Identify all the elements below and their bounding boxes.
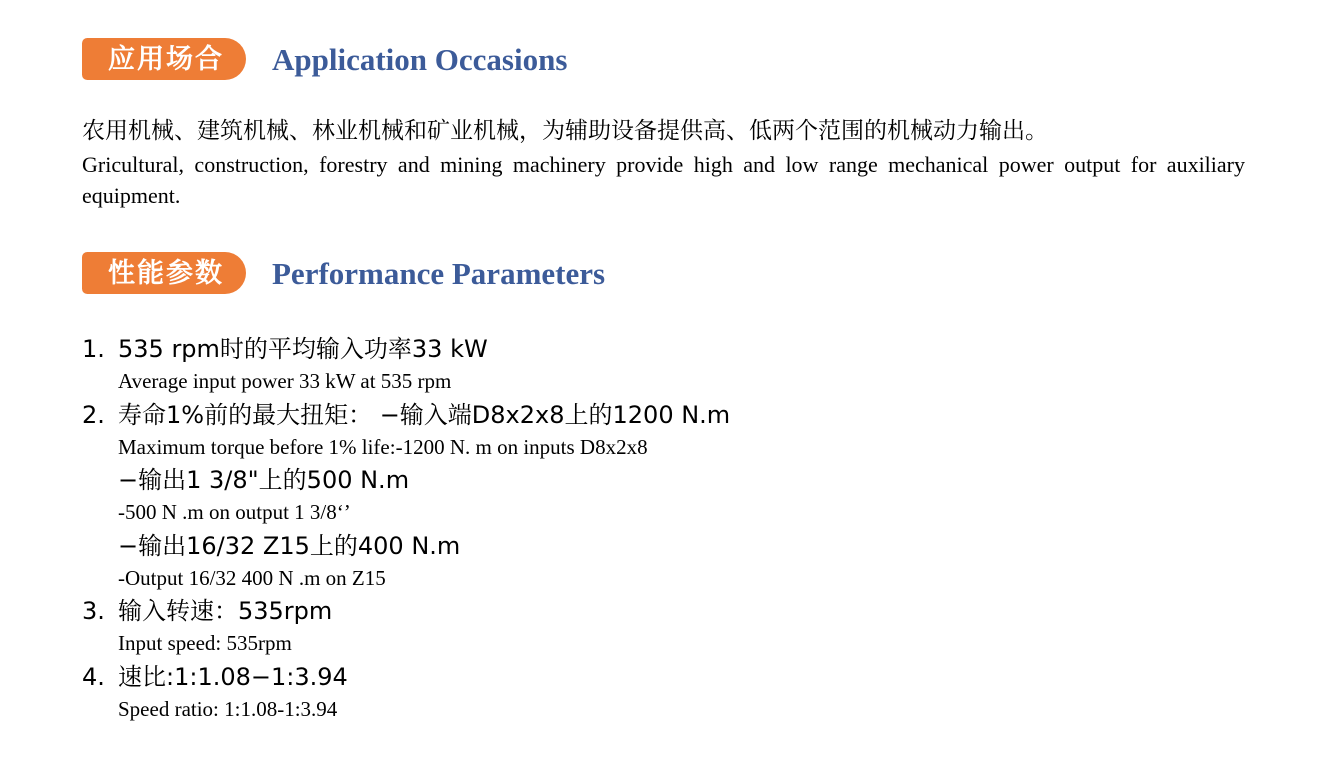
list-item-number: 1. [82,335,105,363]
performance-parameter-list [82,332,1252,725]
performance-badge-chinese: 性能参数 [82,252,246,294]
list-item-chinese: 535 rpm时的平均输入功率33 kW [118,335,488,363]
list-item-number: 4. [82,662,105,691]
application-occasions-section [82,38,1252,212]
list-item-english: Average input power 33 kW at 535 rpm [118,369,452,394]
list-item-english: Input speed: 535rpm [118,631,292,656]
list-item [82,660,1252,726]
application-badge-chinese: 应用场合 [82,38,246,80]
list-item-sub-chinese: −输出1 3/8"上的500 N.m [118,466,410,495]
list-item [82,398,1252,595]
list-item-chinese: 速比:1:1.08−1:3.94 [118,662,348,691]
list-item-english: Maximum torque before 1% life:-1200 N. m on inputs D8x2x8 [118,434,648,459]
list-item-english: Speed ratio: 1:1.08-1:3.94 [118,696,338,721]
list-item-number: 3. [82,597,105,626]
performance-parameters-section [82,252,1252,725]
list-item-number: 2. [82,400,105,429]
list-item [82,594,1252,660]
application-body-chinese: 农用机械、建筑机械、林业机械和矿业机械，为辅助设备提供高、低两个范围的机械动力输出。 [82,118,1048,144]
application-section-header [82,38,1252,80]
performance-section-header [82,252,1252,294]
performance-title-english: Performance Parameters [272,255,606,291]
application-title-english: Application Occasions [272,41,568,77]
list-item-sub-english: -500 N .m on output 1 3/8‘’ [118,500,351,525]
list-item-chinese: 输入转速：535rpm [118,597,333,626]
application-body-english: Gricultural, construction, forestry and mining machinery provide high and low range mechanical power output for auxiliary equipment. [82,152,1245,209]
application-body [82,116,1245,212]
list-item-sub-english: -Output 16/32 400 N .m on Z15 [118,565,386,590]
list-item-chinese: 寿命1%前的最大扭矩： −输入端D8x2x8上的1200 N.m [118,400,731,429]
list-item [82,332,1252,398]
list-item-sub-chinese: −输出16/32 Z15上的400 N.m [118,531,461,560]
